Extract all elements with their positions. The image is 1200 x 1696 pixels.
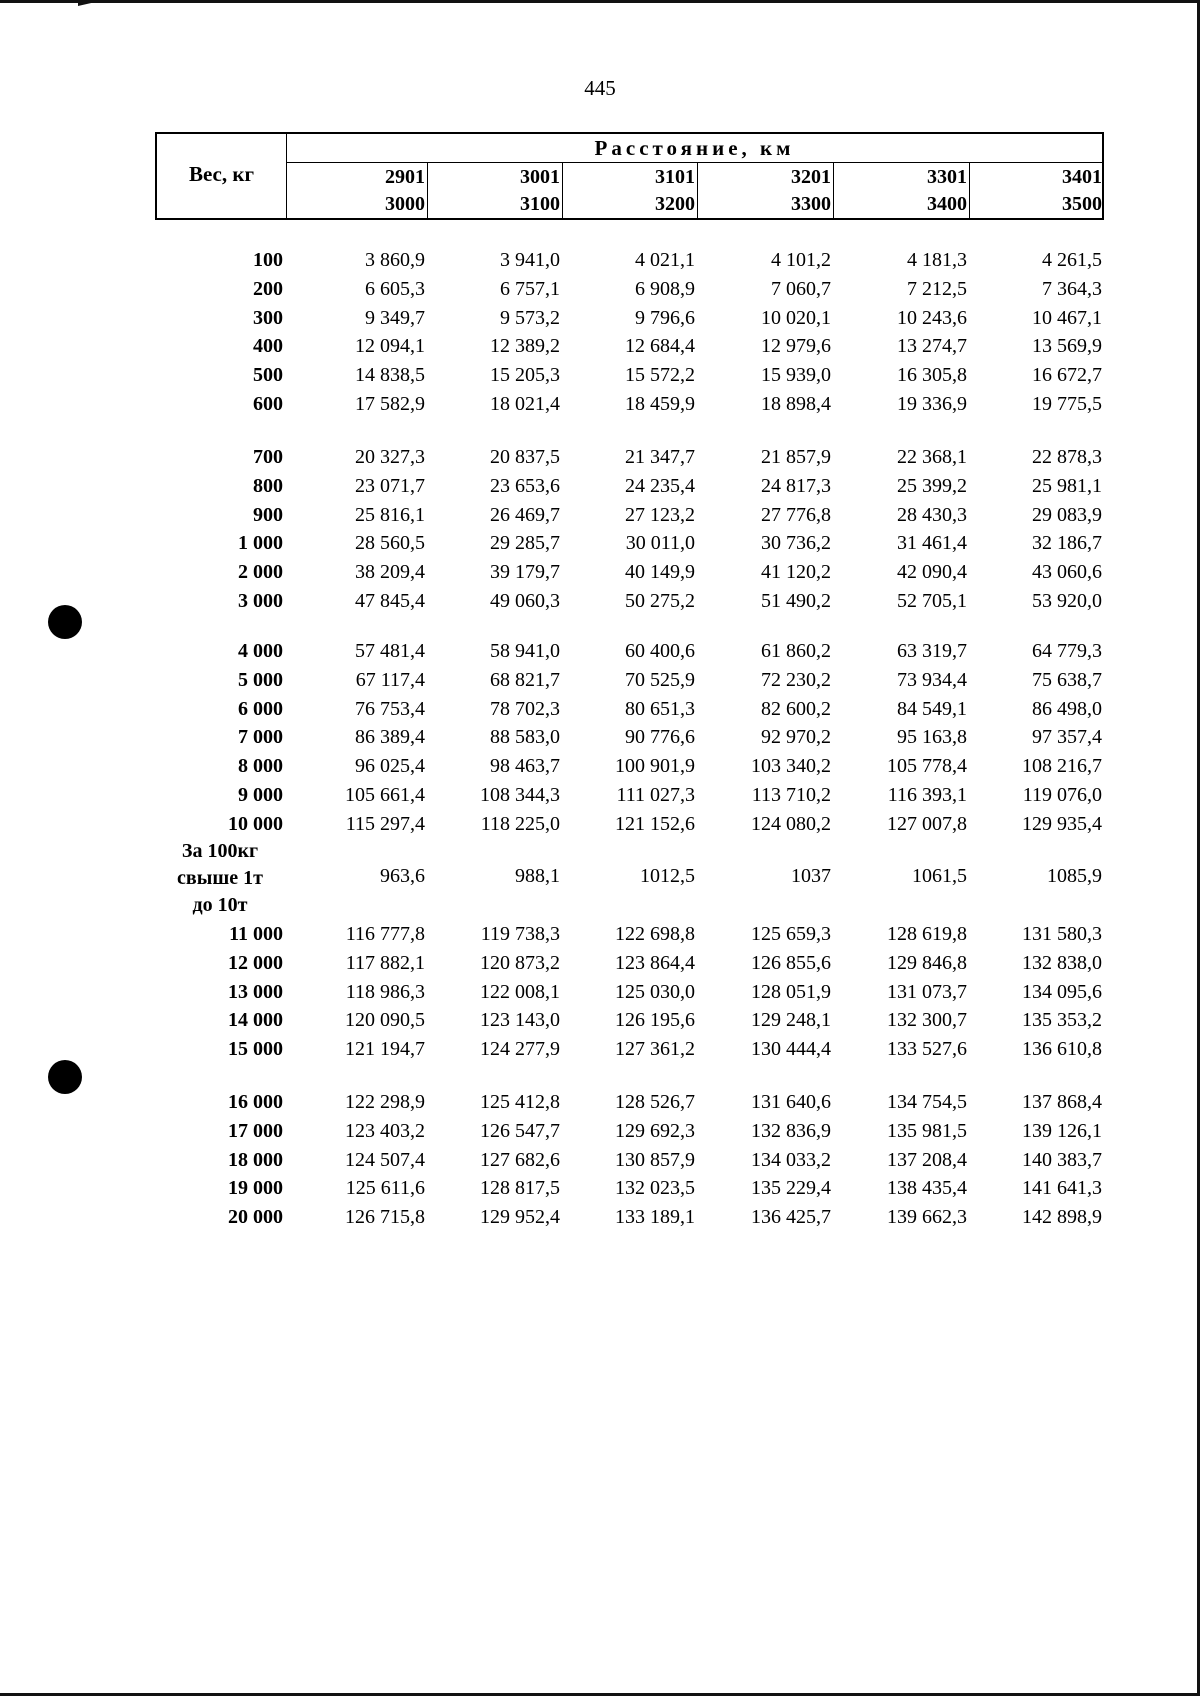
weight-cell: 18 000 (228, 1148, 283, 1171)
rate-cell: 38 209,4 (355, 561, 425, 584)
rate-cell: 131 073,7 (887, 980, 967, 1003)
weight-cell: 500 (253, 364, 283, 387)
rate-cell: 126 547,7 (480, 1119, 560, 1142)
rate-cell: 4 261,5 (1042, 249, 1102, 271)
weight-cell: 9 000 (238, 784, 283, 806)
rate-cell: 136 610,8 (1022, 1038, 1102, 1061)
rate-cell: 6 908,9 (635, 277, 695, 300)
rate-cell: 108 344,3 (480, 784, 560, 806)
distance-range-col (967, 162, 1104, 220)
rate-cell: 134 033,2 (751, 1148, 831, 1171)
surcharge-cell: 1061,5 (912, 865, 967, 887)
rate-cell: 76 753,4 (355, 697, 425, 720)
table-row (155, 1149, 1104, 1176)
rate-cell: 4 101,2 (771, 249, 831, 271)
weight-cell: 11 000 (229, 923, 283, 945)
rate-cell: 41 120,2 (761, 561, 831, 584)
rate-cell: 126 715,8 (345, 1206, 425, 1229)
rate-cell: 132 023,5 (615, 1177, 695, 1200)
table-row (155, 755, 1104, 782)
table-row (155, 393, 1104, 420)
table-row (155, 335, 1104, 362)
rate-cell: 7 364,3 (1042, 277, 1102, 300)
rate-cell: 97 357,4 (1032, 726, 1102, 749)
rate-cell: 26 469,7 (490, 503, 560, 526)
rate-cell: 128 051,9 (751, 980, 831, 1003)
rate-cell: 88 583,0 (490, 726, 560, 749)
range-from: 3101 (655, 166, 695, 188)
rate-cell: 128 619,8 (887, 923, 967, 945)
distance-header: Расстояние, км (287, 134, 1102, 163)
rate-cell: 12 979,6 (761, 335, 831, 358)
rate-cell: 86 389,4 (355, 726, 425, 749)
rate-cell: 119 738,3 (480, 923, 560, 945)
rate-cell: 95 163,8 (897, 726, 967, 749)
rate-cell: 63 319,7 (897, 640, 967, 662)
rate-cell: 9 573,2 (500, 306, 560, 329)
surcharge-cell: 963,6 (380, 865, 425, 887)
rate-cell: 16 672,7 (1032, 364, 1102, 387)
rate-cell: 122 698,8 (615, 923, 695, 945)
rate-cell: 10 467,1 (1032, 306, 1102, 329)
rate-cell: 133 189,1 (615, 1206, 695, 1229)
rate-cell: 24 817,3 (761, 474, 831, 497)
rate-cell: 80 651,3 (625, 697, 695, 720)
distance-range-col (831, 162, 970, 220)
rate-cell: 72 230,2 (761, 668, 831, 691)
weight-cell: 600 (253, 393, 283, 415)
weight-cell: 4 000 (238, 640, 283, 662)
rate-cell: 50 275,2 (625, 590, 695, 612)
rate-cell: 120 873,2 (480, 951, 560, 974)
distance-range-col (287, 162, 428, 220)
rate-cell: 29 285,7 (490, 532, 560, 555)
table-row (155, 446, 1104, 473)
rate-cell: 131 580,3 (1022, 923, 1102, 945)
rate-cell: 122 298,9 (345, 1091, 425, 1113)
rate-cell: 12 389,2 (490, 335, 560, 358)
rate-cell: 3 860,9 (365, 249, 425, 271)
surcharge-label-line: свыше 1т (177, 867, 263, 889)
rate-cell: 133 527,6 (887, 1038, 967, 1061)
weight-cell: 200 (253, 277, 283, 300)
rate-cell: 30 736,2 (761, 532, 831, 555)
rate-cell: 116 777,8 (345, 923, 425, 945)
rate-cell: 134 754,5 (887, 1091, 967, 1113)
rate-cell: 4 181,3 (907, 249, 967, 271)
weight-column-header: Вес, кг (157, 134, 287, 220)
range-from: 2901 (385, 166, 425, 188)
table-row (155, 1009, 1104, 1036)
rate-cell: 116 393,1 (887, 784, 967, 806)
rate-cell: 129 248,1 (751, 1009, 831, 1032)
rate-cell: 138 435,4 (887, 1177, 967, 1200)
scan-corner-mark (78, 0, 94, 6)
rate-cell: 27 776,8 (761, 503, 831, 526)
rate-cell: 24 235,4 (625, 474, 695, 497)
weight-cell: 8 000 (238, 755, 283, 778)
table-row (155, 249, 1104, 276)
rate-cell: 6 757,1 (500, 277, 560, 300)
rate-cell: 68 821,7 (490, 668, 560, 691)
weight-cell: 19 000 (228, 1177, 283, 1200)
rate-cell: 125 412,8 (480, 1091, 560, 1113)
rate-cell: 28 560,5 (355, 532, 425, 555)
rate-cell: 6 605,3 (365, 277, 425, 300)
rate-cell: 13 569,9 (1032, 335, 1102, 358)
rate-cell: 17 582,9 (355, 393, 425, 415)
range-to: 3100 (520, 193, 560, 215)
table-header (155, 132, 1104, 220)
range-to: 3500 (1062, 193, 1102, 215)
rate-cell: 118 225,0 (480, 812, 560, 835)
table-row (155, 278, 1104, 305)
rate-cell: 126 855,6 (751, 951, 831, 974)
rate-cell: 3 941,0 (500, 249, 560, 271)
rate-cell: 78 702,3 (490, 697, 560, 720)
rate-cell: 39 179,7 (490, 561, 560, 584)
rate-cell: 126 195,6 (615, 1009, 695, 1032)
rate-cell: 25 399,2 (897, 474, 967, 497)
rate-cell: 141 641,3 (1022, 1177, 1102, 1200)
rate-cell: 18 898,4 (761, 393, 831, 415)
rate-cell: 19 336,9 (897, 393, 967, 415)
rate-cell: 27 123,2 (625, 503, 695, 526)
rate-cell: 31 461,4 (897, 532, 967, 555)
weight-cell: 5 000 (238, 668, 283, 691)
rate-cell: 131 640,6 (751, 1091, 831, 1113)
rate-cell: 30 011,0 (625, 532, 695, 555)
rate-cell: 25 816,1 (355, 503, 425, 526)
rate-cell: 23 653,6 (490, 474, 560, 497)
weight-cell: 700 (253, 446, 283, 468)
table-row (155, 952, 1104, 979)
rate-cell: 19 775,5 (1032, 393, 1102, 415)
rate-cell: 128 526,7 (615, 1091, 695, 1113)
weight-cell: 300 (253, 306, 283, 329)
weight-cell: 2 000 (238, 561, 283, 584)
rate-cell: 4 021,1 (635, 249, 695, 271)
rate-cell: 28 430,3 (897, 503, 967, 526)
range-from: 3401 (1062, 166, 1102, 188)
rate-cell: 20 327,3 (355, 446, 425, 468)
range-to: 3400 (927, 193, 967, 215)
rate-cell: 57 481,4 (355, 640, 425, 662)
weight-cell: 800 (253, 474, 283, 497)
rate-cell: 49 060,3 (490, 590, 560, 612)
rate-cell: 7 212,5 (907, 277, 967, 300)
rate-cell: 129 846,8 (887, 951, 967, 974)
table-row (155, 698, 1104, 725)
rate-cell: 12 094,1 (355, 335, 425, 358)
rate-cell: 90 776,6 (625, 726, 695, 749)
table-row (155, 1206, 1104, 1233)
rate-cell: 92 970,2 (761, 726, 831, 749)
rate-cell: 117 882,1 (345, 951, 425, 974)
rate-cell: 96 025,4 (355, 755, 425, 778)
rate-cell: 127 682,6 (480, 1148, 560, 1171)
rate-cell: 111 027,3 (616, 784, 695, 806)
rate-cell: 86 498,0 (1032, 697, 1102, 720)
weight-cell: 1 000 (238, 532, 283, 555)
rate-cell: 25 981,1 (1032, 474, 1102, 497)
rate-cell: 16 305,8 (897, 364, 967, 387)
rate-cell: 82 600,2 (761, 697, 831, 720)
rate-cell: 132 836,9 (751, 1119, 831, 1142)
weight-cell: 100 (253, 249, 283, 271)
rate-cell: 100 901,9 (615, 755, 695, 778)
rate-cell: 135 353,2 (1022, 1009, 1102, 1032)
table-row (155, 475, 1104, 502)
weight-cell: 400 (253, 335, 283, 358)
weight-cell: 6 000 (238, 697, 283, 720)
table-row (155, 640, 1104, 667)
rate-cell: 123 403,2 (345, 1119, 425, 1142)
rate-cell: 122 008,1 (480, 980, 560, 1003)
weight-cell: 900 (253, 503, 283, 526)
rate-cell: 127 007,8 (887, 812, 967, 835)
weight-cell: 20 000 (228, 1206, 283, 1229)
page-number: 445 (584, 76, 616, 100)
weight-cell: 15 000 (228, 1038, 283, 1061)
rate-cell: 98 463,7 (490, 755, 560, 778)
range-to: 3000 (385, 193, 425, 215)
weight-cell: 10 000 (228, 812, 283, 835)
rate-cell: 51 490,2 (761, 590, 831, 612)
surcharge-label-line: За 100кг (181, 840, 259, 862)
rate-cell: 61 860,2 (761, 640, 831, 662)
table-row (155, 364, 1104, 391)
rate-cell: 129 935,4 (1022, 812, 1102, 835)
rate-cell: 121 152,6 (615, 812, 695, 835)
rate-cell: 21 347,7 (625, 446, 695, 468)
rate-cell: 137 868,4 (1022, 1091, 1102, 1113)
rate-cell: 15 205,3 (490, 364, 560, 387)
rate-cell: 128 817,5 (480, 1177, 560, 1200)
rate-cell: 123 864,4 (615, 951, 695, 974)
rate-cell: 23 071,7 (355, 474, 425, 497)
rate-cell: 10 243,6 (897, 306, 967, 329)
surcharge-label (155, 838, 285, 919)
rate-cell: 132 838,0 (1022, 951, 1102, 974)
rate-cell: 32 186,7 (1032, 532, 1102, 555)
rate-cell: 15 572,2 (625, 364, 695, 387)
rate-cell: 64 779,3 (1032, 640, 1102, 662)
rate-cell: 20 837,5 (490, 446, 560, 468)
rate-cell: 125 659,3 (751, 923, 831, 945)
rate-cell: 124 277,9 (480, 1038, 560, 1061)
rate-cell: 125 030,0 (615, 980, 695, 1003)
rate-cell: 14 838,5 (355, 364, 425, 387)
rate-cell: 142 898,9 (1022, 1206, 1102, 1229)
rate-cell: 130 857,9 (615, 1148, 695, 1171)
rate-cell: 118 986,3 (345, 980, 425, 1003)
rate-cell: 105 661,4 (345, 784, 425, 806)
punch-hole (48, 1060, 82, 1094)
rate-cell: 29 083,9 (1032, 503, 1102, 526)
rate-cell: 22 878,3 (1032, 446, 1102, 468)
weight-cell: 17 000 (228, 1119, 283, 1142)
table-row (155, 1177, 1104, 1204)
rate-cell: 105 778,4 (887, 755, 967, 778)
rate-cell: 53 920,0 (1032, 590, 1102, 612)
rate-cell: 21 857,9 (761, 446, 831, 468)
rate-cell: 42 090,4 (897, 561, 967, 584)
table-row (155, 532, 1104, 559)
rate-cell: 108 216,7 (1022, 755, 1102, 778)
surcharge-cell: 1012,5 (640, 865, 695, 887)
table-row (155, 1091, 1104, 1118)
range-from: 3001 (520, 166, 560, 188)
rate-cell: 103 340,2 (751, 755, 831, 778)
punch-hole (48, 605, 82, 639)
rate-cell: 139 662,3 (887, 1206, 967, 1229)
rate-cell: 135 981,5 (887, 1119, 967, 1142)
weight-cell: 16 000 (228, 1091, 283, 1113)
distance-range-col (560, 162, 698, 220)
rate-cell: 135 229,4 (751, 1177, 831, 1200)
range-from: 3201 (791, 166, 831, 188)
weight-cell: 12 000 (228, 951, 283, 974)
table-row (155, 590, 1104, 617)
rate-cell: 121 194,7 (345, 1038, 425, 1061)
rate-cell: 119 076,0 (1022, 784, 1102, 806)
rate-cell: 67 117,4 (355, 668, 425, 691)
rate-cell: 73 934,4 (897, 668, 967, 691)
rate-cell: 9 796,6 (635, 306, 695, 329)
rate-cell: 120 090,5 (345, 1009, 425, 1032)
rate-cell: 60 400,6 (625, 640, 695, 662)
rate-cell: 139 126,1 (1022, 1119, 1102, 1142)
rate-cell: 129 692,3 (615, 1119, 695, 1142)
table-row (155, 1120, 1104, 1147)
range-from: 3301 (927, 166, 967, 188)
rate-cell: 84 549,1 (897, 697, 967, 720)
rate-cell: 123 143,0 (480, 1009, 560, 1032)
table-row (155, 981, 1104, 1008)
weight-cell: 7 000 (238, 726, 283, 749)
rate-cell: 132 300,7 (887, 1009, 967, 1032)
rate-cell: 127 361,2 (615, 1038, 695, 1061)
surcharge-cell: 1037 (791, 865, 831, 887)
rate-cell: 7 060,7 (771, 277, 831, 300)
rate-cell: 13 274,7 (897, 335, 967, 358)
rate-cell: 70 525,9 (625, 668, 695, 691)
weight-cell: 14 000 (228, 1009, 283, 1032)
table-row (155, 923, 1104, 950)
range-to: 3300 (791, 193, 831, 215)
table-row (155, 726, 1104, 753)
rate-cell: 12 684,4 (625, 335, 695, 358)
distance-range-col (425, 162, 563, 220)
rate-cell: 125 611,6 (345, 1177, 425, 1200)
table-row (155, 669, 1104, 696)
rate-cell: 52 705,1 (897, 590, 967, 612)
rate-cell: 136 425,7 (751, 1206, 831, 1229)
rate-cell: 140 383,7 (1022, 1148, 1102, 1171)
table-row (155, 561, 1104, 588)
rate-cell: 18 459,9 (625, 393, 695, 415)
table-row (155, 813, 1104, 840)
table-row (155, 784, 1104, 811)
rate-cell: 22 368,1 (897, 446, 967, 468)
surcharge-cell: 988,1 (515, 865, 560, 887)
rate-cell: 115 297,4 (345, 812, 425, 835)
rate-cell: 58 941,0 (490, 640, 560, 662)
weight-cell: 13 000 (228, 980, 283, 1003)
rate-cell: 129 952,4 (480, 1206, 560, 1229)
rate-cell: 130 444,4 (751, 1038, 831, 1061)
table-row (155, 307, 1104, 334)
rate-cell: 15 939,0 (761, 364, 831, 387)
rate-cell: 10 020,1 (761, 306, 831, 329)
page-edge-top (0, 0, 1200, 3)
table-row (155, 1038, 1104, 1065)
rate-cell: 18 021,4 (490, 393, 560, 415)
rate-cell: 43 060,6 (1032, 561, 1102, 584)
surcharge-label-line: до 10т (192, 894, 248, 916)
surcharge-cell: 1085,9 (1047, 865, 1102, 887)
surcharge-row (155, 838, 1104, 922)
rate-cell: 75 638,7 (1032, 668, 1102, 691)
rate-cell: 124 507,4 (345, 1148, 425, 1171)
rate-cell: 134 095,6 (1022, 980, 1102, 1003)
distance-range-col (695, 162, 834, 220)
rate-cell: 40 149,9 (625, 561, 695, 584)
rate-cell: 124 080,2 (751, 812, 831, 835)
rate-cell: 47 845,4 (355, 590, 425, 612)
rate-cell: 113 710,2 (751, 784, 831, 806)
range-to: 3200 (655, 193, 695, 215)
weight-cell: 3 000 (238, 590, 283, 612)
rate-cell: 9 349,7 (365, 306, 425, 329)
table-row (155, 504, 1104, 531)
rate-cell: 137 208,4 (887, 1148, 967, 1171)
